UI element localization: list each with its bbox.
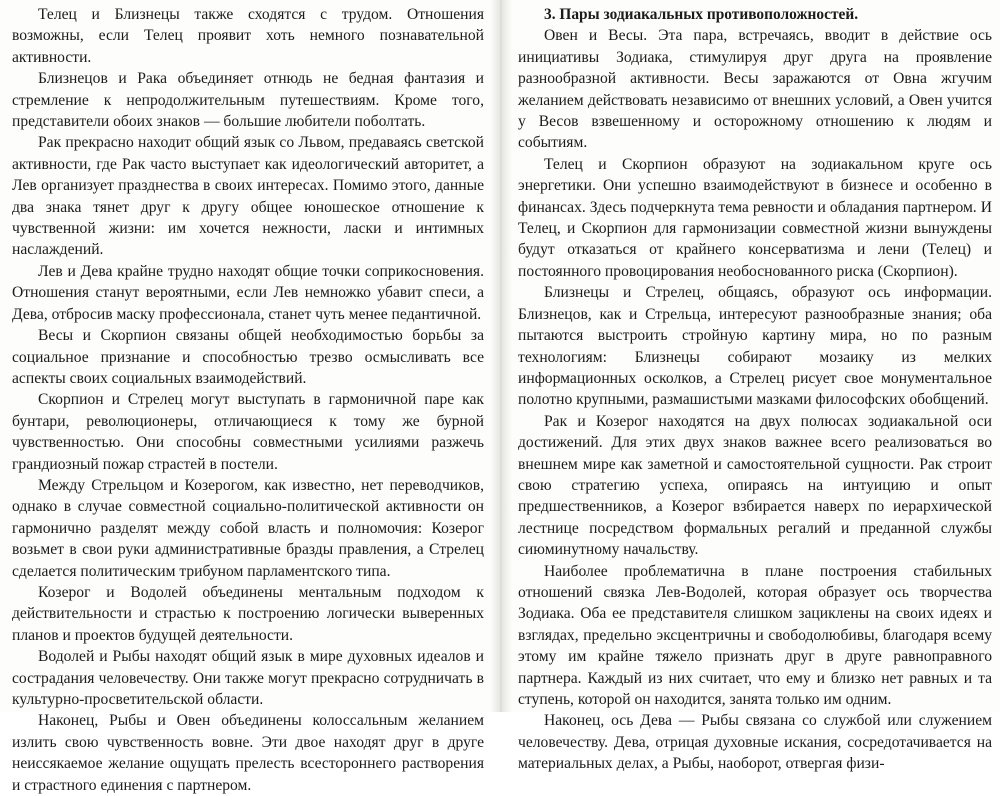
right-page [518, 4, 992, 775]
left-page [12, 4, 484, 796]
paragraph-libra-scorpio: Весы и Скорпион связаны общей необходимостью борьбы за социальное признание и способностью трезво осмысливать все аспекты своих социальных взаимодействий. [12, 327, 484, 387]
paragraph-aries-libra: Овен и Весы. Эта пара, встречаясь, вводит в действие ось инициативы Зодиака, стимулируя друг друга на проявление разнообразной активности. Весы заражаются от Овна жгучим желанием действовать независимо от внешних условий, а Овен учится у Весов взвешенному и осторожному отношению к людям и событиям. [518, 27, 992, 152]
paragraph-aquarius-pisces: Водолей и Рыбы находят общий язык в мире духовных идеалов и сострадания человечеству. Они также могут прекрасно сотрудничать в культурно-просветительской области. [12, 648, 484, 708]
paragraph-sagittarius-capricorn: Между Стрельцом и Козерогом, как известно, нет переводчиков, однако в случае совместной социально-политической активности он гармонично разделят между собой власть и полномочия: Козерог возьмет в свои руки административные бразды правления, а Стрелец сделается политическим трибуном парламентского типа. [12, 476, 484, 580]
paragraph-leo-aquarius: Наиболее проблематична в плане построения стабильных отношений связка Лев-Водолей, которая образует ось творчества Зодиака. Оба ее представителя слишком зациклены на своих идеях и взглядах, предельно эксцентричны и свободолюбивы, благодаря всему этому им крайне тяжело признать друг в друге равноправного партнера. Каждый из них считает, что ему и близко нет равных и та ступень, которой он находится, занята только им одним. [518, 562, 992, 708]
paragraph-gemini-sagittarius: Близнецы и Стрелец, общаясь, образуют ось информации. Близнецов, как и Стрельца, интересуют разнообразные знания; оба пытаются выстроить стройную картину мира, но по разным технологиям: Близнецы собирают мозаику из мелких информационных осколков, а Стрелец рисует свое монументальное полотно крупными, размашистыми мазками философских обобщений. [518, 284, 992, 409]
paragraph-virgo-pisces: Наконец, ось Дева — Рыбы связана со службой или служением человечеству. Дева, отрицая духовные искания, сосредотачивается на материальных делах, а Рыбы, наоборот, отвергая физи- [518, 712, 992, 773]
paragraph-taurus-scorpio: Телец и Скорпион образуют на зодиакальном круге ось энергетики. Они успешно взаимодействуют в бизнесе и особенно в финансах. Здесь подчеркнута тема ревности и обладания партнером. И Телец, и Скорпион для гармонизации совместной жизни вынуждены будут отказаться от крайнего консерватизма и лени (Телец) и постоянного провоцирования необоснованного риска (Скорпион). [518, 155, 992, 280]
paragraph-capricorn-aquarius: Козерог и Водолей объединены ментальным подходом к действительности и страстью к построению логически выверенных планов и проектов будущей деятельности. [12, 583, 484, 644]
paragraph-gemini-cancer: Близнецов и Рака объединяет отнюдь не бедная фантазия и стремление к непродолжительным путешествиям. Кроме того, представители обоих знаков — большие любители поболтать. [12, 70, 484, 131]
paragraph-leo-virgo: Лев и Дева крайне трудно находят общие точки соприкосновения. Отношения станут вероятными, если Лев немножко убавит спеси, а Дева, отбросив маску профессионала, станет чуть менее педантичной. [12, 262, 484, 323]
paragraph-cancer-capricorn: Рак и Козерог находятся на двух полюсах зодиакальной оси достижений. Для этих двух знаков важнее всего реализоваться во внешнем мире как заметной и самостоятельной сущности. Рак строит свою стратегию успеха, опираясь на интуицию и опыт предшественников, а Козерог взбирается наверх по иерархической лестнице посредством формальных регалий и преданной службы сиюминутному начальству. [518, 412, 992, 559]
paragraph-pisces-aries: Наконец, Рыбы и Овен объединены колоссальным желанием излить свою чувственность вовне. Эти двое находят друг в друге неиссякаемое желание ощущать прелесть всестороннего растворения и страстного единения с партнером. [12, 712, 484, 794]
paragraph-scorpio-sagittarius: Скорпион и Стрелец могут выступать в гармоничной паре как бунтари, революционеры, отличающиеся к тому же бурной чувственностью. Они способны совместными усилиями разжечь грандиозный пожар страстей в постели. [12, 391, 484, 473]
paragraph-cancer-leo: Рак прекрасно находит общий язык со Львом, предаваясь светской активности, где Рак часто выступает как идеологический авторитет, а Лев организует празднества в своих интересах. Помимо этого, данные два знака тянет друг к другу общее юношеское отношение к чувственной жизни: им хочется нежности, ласки и интимных наслаждений. [12, 134, 484, 259]
paragraph-taurus-gemini: Телец и Близнецы также сходятся с трудом. Отношения возможны, если Телец проявит хоть немного познавательной активности. [12, 6, 484, 66]
book-gutter [490, 0, 512, 712]
section-heading: 3. Пары зодиакальных противоположностей. [544, 6, 859, 23]
